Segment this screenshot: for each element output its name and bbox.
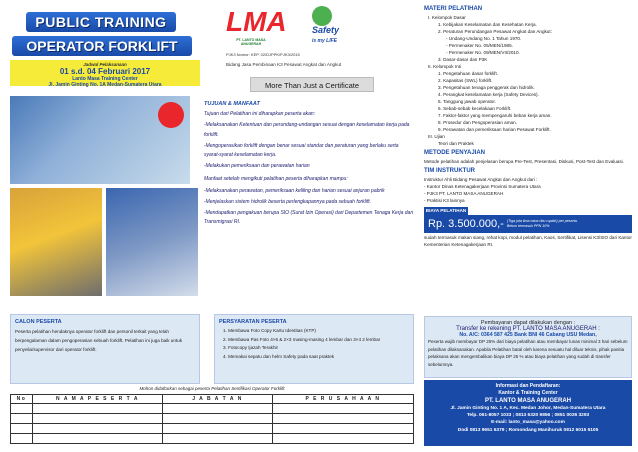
- biaya-include: sudah termasuk makan siang, rehat kopi, modul pelatihan, Kaos, Sertifikat, Lisensi K3/SIO dari Kantor Kementerian Ketenagakerjaan RI.: [424, 235, 632, 247]
- persyaratan-panel: [214, 314, 414, 384]
- tim-line: - Kantor Dinas Ketenagakerjaan Provinsi Sumatera Utara: [424, 184, 541, 190]
- title-public-training: PUBLIC TRAINING: [26, 12, 176, 32]
- biaya-amount: Rp. 3.500.000,-: [428, 218, 504, 231]
- schedule-banner: [10, 60, 200, 86]
- table-row[interactable]: [11, 414, 414, 424]
- info-line2: Kantor & Training Center: [498, 390, 558, 396]
- tim-line: - PJK3 PT. LANTO MASA ANUGERAH: [424, 191, 504, 197]
- materi-item: 3. Pengetahuan tenaga penggerak dan hidrolik.: [438, 85, 535, 90]
- materi-item: 2. Kapasitas (SWL) forklift.: [438, 78, 493, 83]
- bayar-line2: Transfer ke rekening PT. LANTO MASA ANUGERAH :: [456, 326, 600, 332]
- materi-item: Teori dan Praktek: [438, 141, 474, 146]
- biaya-note: (Tiga juta lima ratus ribu rupiah) per peserta. Belum termasuk PPN 10%: [506, 219, 578, 229]
- bayar-terms: Peserta wajib membayar DP 25% dari biaya pelatihan atau membayar lunas minimal 3 hari sebelum pelatihan dilaksanakan. Apabila Pelatihan batal oleh karena sesuatu hal diluar teknis, pihak panitia pelaksana akan mengembalikan biaya DP 25 % atau biaya pelatihan yang sudah di transfer sebelumnya.: [428, 339, 628, 367]
- metode-text: Metode pelatihan adalah penjelasan berupa Pre-Test, Presentasi, Diskusi, Post-Test dan Evaluasi.: [424, 159, 624, 164]
- materi-item: - Permenaker No. 05/MEN/1985.: [446, 43, 513, 48]
- tim-line: - Praktisi K3 lainnya: [424, 198, 465, 204]
- lma-company-name: PT. LANTO MASA ANUGERAH: [236, 38, 266, 46]
- materi-item: - Permenaker No. 09/MEN/VII/2010.: [446, 50, 520, 55]
- calon-text: Peserta pelatihan hendaknya operator forklift dan personil terkait yang telah berpengalaman dalam pengoperasian sebuah forklift. Pelatihan ini juga baik untuk penyelia/supervisor dari operator forklift.: [15, 329, 183, 352]
- calon-heading: CALON PESERTA: [15, 319, 62, 325]
- safety-logo: [312, 6, 356, 50]
- permit-number: PJK3 Nomor: KEP. 02/DJPPK/PJK3/2015: [226, 52, 300, 57]
- title-operator-forklift: OPERATOR FORKLIFT: [12, 36, 192, 56]
- safety-logo-text: Safety is my LIFE: [312, 25, 340, 44]
- info-email[interactable]: E-mail: lanto_masa@yahoo.com: [491, 420, 565, 426]
- calon-peserta-panel: [10, 314, 200, 384]
- manfaat-point: -Mendapatkan pengakuan berupa SIO (Surat Izin Operasi) dari Departemen Tenaga Kerja dan Transmigrasi RI.: [204, 210, 414, 226]
- table-header-row: [11, 395, 414, 404]
- bayar-account: No. A/C: 0364 587 425 Bank BNI 46 Cabang USU Medan,: [459, 332, 597, 338]
- materi-item: 5. Tanggung jawab operator.: [438, 99, 496, 104]
- table-row[interactable]: [11, 434, 414, 444]
- photo-badge-icon: [158, 102, 184, 128]
- col-perusahaan: P E R U S A H A A N: [273, 395, 414, 404]
- info-pendaftaran-panel: [424, 380, 632, 446]
- registration-table: [10, 394, 414, 444]
- info-contacts: Dodi 0813 9651 6379 ; Romondang Manihuruk 0812 6015 5105: [457, 427, 599, 433]
- tujuan-point: -Melaksanakan Ketentuan dan perundang-undangan sesuai dengan keselamatan kerja pada forklift.: [204, 122, 410, 138]
- materi-item: 7. Faktor-faktor yang mempengaruhi beban kerja aman.: [438, 113, 552, 118]
- tujuan-point: -Melakukan pemeriksaan dan perawatan harian: [204, 163, 310, 170]
- manfaat-point: -Menjelaskan sistem hidrolik beserta perlengkapannya pada sebuah forklift.: [204, 198, 372, 205]
- lma-logo: [226, 6, 287, 48]
- info-line1: Informasi dan Pendaftaran:: [495, 383, 561, 389]
- col-jabatan: J A B A T A N: [163, 395, 273, 404]
- bayar-line1: Pembayaran dapat dilakukan dengan :: [480, 320, 576, 326]
- materi-item: 8. Prosedur dan Pengoperasian aman.: [438, 120, 517, 125]
- metode-heading: METODE PENYAJIAN: [424, 150, 486, 156]
- syarat-item: 4. Memakai sepatu dan helm Safety pada saat praktek: [223, 353, 335, 359]
- tim-list: [424, 176, 632, 204]
- schedule-date: 01 s.d. 04 Februari 2017: [59, 67, 151, 76]
- syarat-heading: PERSYARATAN PESERTA: [219, 319, 287, 325]
- right-column: [424, 6, 632, 248]
- schedule-label: Jadwal Pelaksanaan: [83, 62, 127, 67]
- syarat-item: 1. Membawa Foto Copy Kartu Identitas (KTP): [223, 328, 316, 333]
- tujuan-point: -Mengoperasikan forklift dengan benar sesuai standar dan peraturan yang berlaku serta syarat-syarat keselamatan kerja.: [204, 142, 399, 159]
- service-field: Bidang Jasa Pembinaan K3 Pesawat Angkat dan Angkut: [226, 62, 342, 67]
- syarat-item: 2. Membawa Pas Foto 4×6 & 2×3 masing-masing 4 lembar dan 3×4 2 lembar: [223, 336, 381, 342]
- photo-forklift: [10, 188, 102, 296]
- materi-item: - Undang-Undang No. 1 Tahun 1970.: [446, 36, 522, 41]
- syarat-item: 3. Fotocopy Ijazah Terakhir: [223, 345, 279, 350]
- biaya-box: [424, 215, 632, 233]
- materi-item: 1. Pengetahuan dasar forklift.: [438, 71, 499, 76]
- registration-caption: Mohon didaftarkan sebagai peserta Pelatihan Sertifikasi Operator Forklift: [139, 386, 285, 391]
- materi-heading: MATERI PELATIHAN: [424, 6, 483, 12]
- materi-item: 9. Perawatan dan pemeriksaan harian Pesawat Forklift.: [438, 127, 551, 132]
- biaya-label: BIAYA PELATIHAN: [425, 208, 467, 214]
- table-row[interactable]: [11, 424, 414, 434]
- table-row[interactable]: [11, 404, 414, 414]
- materi-item: 3. Dasar-dasar dan P3K: [438, 57, 488, 62]
- materi-list: [424, 14, 632, 147]
- safety-globe-icon: [312, 6, 332, 26]
- tim-line: Instruktur Ahli Bidang Pesawat Angkat dan Angkut dari :: [424, 177, 538, 183]
- materi-item: 4. Perangkat keselamatan kerja (Safety Devices).: [438, 92, 539, 97]
- tujuan-section: [204, 100, 414, 308]
- col-no: No: [11, 395, 33, 404]
- materi-item: III. Ujian: [428, 134, 445, 139]
- info-phone: Telp. 061-8057 1033 ; 0813 6320 9856 ; 0851 0026 3293: [466, 413, 590, 419]
- manfaat-intro: Manfaat setelah mengikuti pelatihan peserta diharapkan mampu:: [204, 176, 348, 183]
- tujuan-heading: TUJUAN & MANFAAT: [204, 101, 260, 107]
- lma-logo-letters: LMA: [226, 6, 287, 37]
- tim-heading: TIM INSTRUKTUR: [424, 168, 475, 175]
- photo-training-class: [10, 96, 190, 184]
- materi-item: II. Kelompok Inti: [428, 64, 461, 69]
- info-address: Jl. Jamin Ginting No. 1 A, Kec. Medan Johor, Medan-Sumatera Utara: [450, 406, 606, 411]
- info-company: PT. LANTO MASA ANUGERAH: [484, 398, 572, 404]
- materi-item: I. Kelompok Dasar: [428, 15, 466, 20]
- pembayaran-panel: [424, 316, 632, 378]
- manfaat-point: -Melaksanakan perawatan, pemeriksaan keliling dan harian sesuai anjuran pabrik: [204, 187, 385, 194]
- slogan-banner: More Than Just a Certificate: [250, 77, 374, 92]
- tujuan-intro: Tujuan dari Pelatihan ini diharapkan peserta akan:: [204, 111, 316, 118]
- photo-participants: [106, 188, 198, 296]
- materi-item: 1. Kebijakan Keselamatan dan Kesehatan Kerja.: [438, 22, 537, 27]
- materi-item: 2. Peraturan Perundangan Pesawat Angkat dan Angkut:: [438, 29, 552, 34]
- materi-item: 6. Sebab-sebab kecelakaan Forklift.: [438, 106, 512, 111]
- col-nama: N A M A P E S E R T A: [33, 395, 163, 404]
- venue-line1: Lanto Masa Training Center: [72, 76, 138, 82]
- venue-line2: Jl. Jamin Ginting No. 1A Medan-Sumatera Utara: [48, 82, 162, 88]
